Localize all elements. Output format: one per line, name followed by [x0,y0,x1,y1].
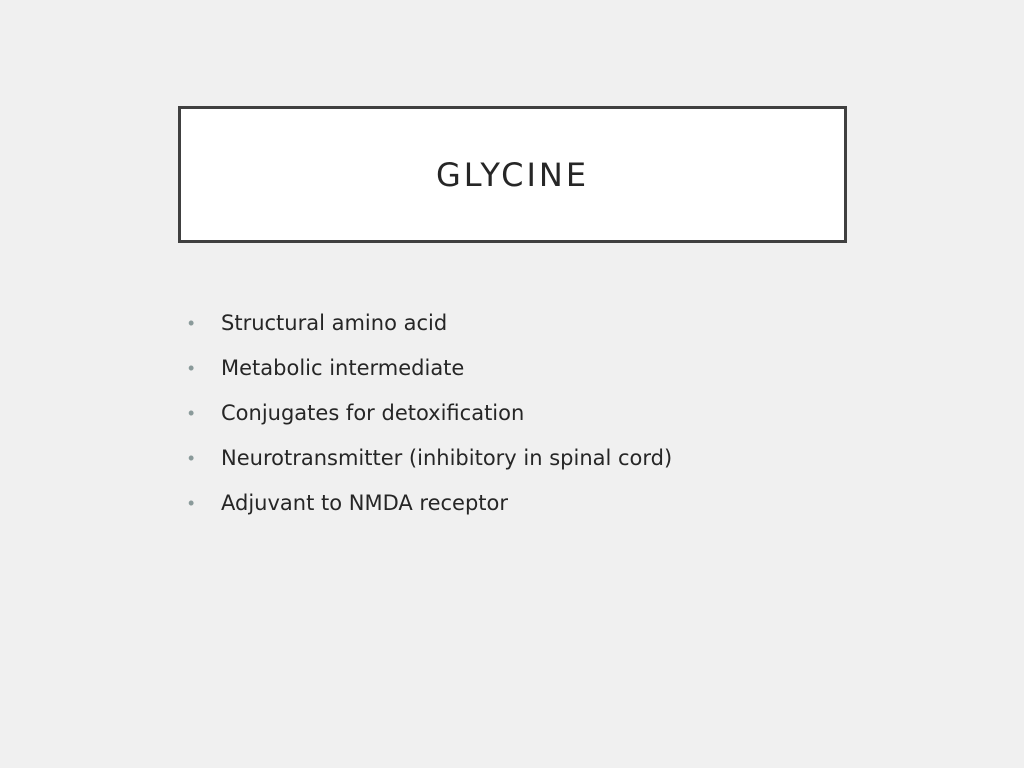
bullet-item [188,480,672,525]
bullet-text: Metabolic intermediate [221,355,465,380]
bullet-item [188,390,672,435]
bullet-icon: • [188,447,195,468]
bullet-item [188,435,672,480]
bullet-icon: • [188,402,195,423]
bullet-list [188,300,672,525]
bullet-item [188,300,672,345]
bullet-item [188,345,672,390]
bullet-text: Conjugates for detoxification [221,400,525,425]
bullet-icon: • [188,312,195,333]
slide-title: GLYCINE [435,155,590,194]
bullet-icon: • [188,357,195,378]
bullet-text: Adjuvant to NMDA receptor [221,490,509,515]
bullet-icon: • [188,492,195,513]
bullet-text: Neurotransmitter (inhibitory in spinal cord) [221,445,673,470]
title-box [178,106,847,243]
bullet-text: Structural amino acid [221,310,448,335]
